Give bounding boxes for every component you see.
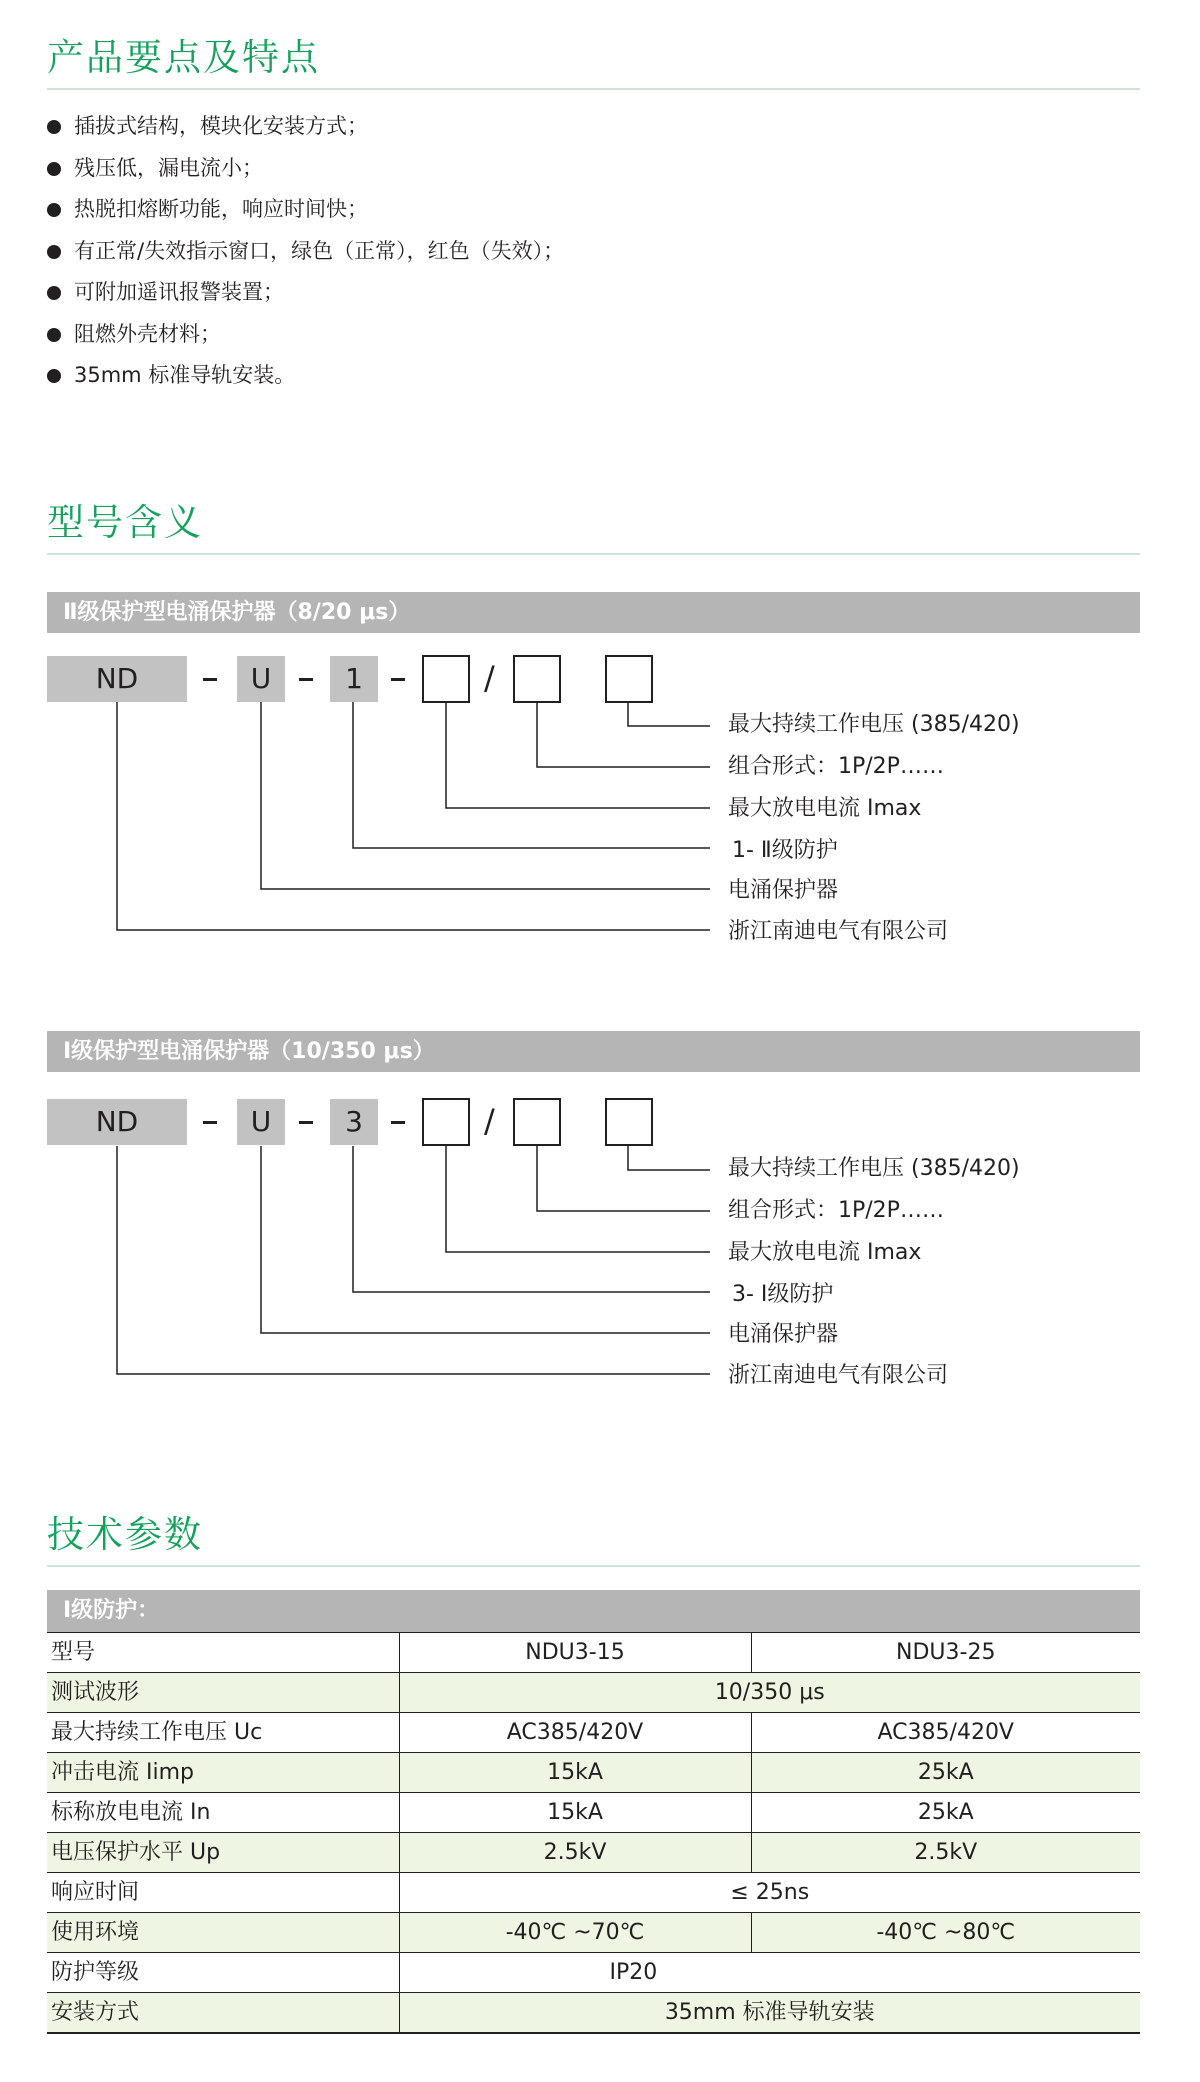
param-label: 安装方式 (47, 1993, 399, 2034)
table-row (47, 1753, 1140, 1793)
table-row (47, 1993, 1140, 2034)
feature-item (44, 189, 564, 231)
label-combination: 组合形式：1P/2P…… (728, 754, 944, 779)
code-dash (299, 1121, 313, 1124)
param-label: 冲击电流 Iimp (47, 1753, 399, 1793)
bullet-icon (47, 286, 61, 300)
label-combination: 组合形式：1P/2P…… (728, 1198, 944, 1223)
feature-text: 残压低，漏电流小； (74, 155, 263, 180)
bullet-icon (47, 369, 61, 383)
code-box-imax (422, 1098, 470, 1146)
feature-item (44, 231, 564, 273)
param-value: -40℃ ~70℃ (399, 1913, 751, 1953)
label-company: 浙江南迪电气有限公司 (728, 1363, 949, 1388)
param-value: 2.5kV (399, 1833, 751, 1873)
code-box-nd: ND (47, 656, 187, 702)
code-box-level: 1 (330, 656, 378, 702)
specs-table-header: Ⅰ级防护： (47, 1590, 1140, 1632)
bullet-icon (47, 328, 61, 342)
param-value: 25kA (751, 1793, 1140, 1833)
param-label: 标称放电电流 In (47, 1793, 399, 1833)
model-block-header: Ⅱ级保护型电涌保护器（8/20 μs） (47, 592, 1140, 633)
code-box-nd: ND (47, 1099, 187, 1145)
code-box-u: U (237, 1099, 285, 1145)
param-label: 电压保护水平 Up (47, 1833, 399, 1873)
param-value: NDU3-25 (751, 1633, 1140, 1673)
feature-item (44, 272, 564, 314)
feature-item (44, 106, 564, 148)
label-imax: 最大放电电流 Imax (728, 796, 922, 821)
feature-list (44, 106, 564, 397)
feature-item (44, 148, 564, 190)
param-value: 25kA (751, 1753, 1140, 1793)
table-row (47, 1913, 1140, 1953)
model-title: 型号含义 (47, 501, 203, 544)
code-box-poles (513, 655, 561, 703)
param-label: 测试波形 (47, 1673, 399, 1713)
code-box-imax (422, 655, 470, 703)
table-row (47, 1633, 1140, 1673)
label-max-voltage: 最大持续工作电压 (385/420) (728, 1156, 1020, 1181)
feature-text: 热脱扣熔断功能，响应时间快； (74, 197, 368, 221)
code-box-u: U (237, 656, 285, 702)
param-label: 最大持续工作电压 Uc (47, 1713, 399, 1753)
code-box-level: 3 (330, 1099, 378, 1145)
param-label: 防护等级 (47, 1953, 399, 1993)
param-value: NDU3-15 (399, 1633, 751, 1673)
table-row (47, 1833, 1140, 1873)
bullet-icon (47, 203, 61, 217)
table-row (47, 1713, 1140, 1753)
specs-title-rule (47, 1565, 1140, 1567)
code-dash (391, 678, 405, 681)
code-dash (391, 1121, 405, 1124)
bullet-icon (47, 162, 61, 176)
model-block-header: Ⅰ级保护型电涌保护器（10/350 μs） (47, 1031, 1140, 1072)
param-value: 2.5kV (751, 1833, 1140, 1873)
table-row (47, 1793, 1140, 1833)
specs-title: 技术参数 (47, 1513, 203, 1556)
label-protection-level: 1- Ⅱ级防护 (732, 838, 838, 863)
param-label: 响应时间 (47, 1873, 399, 1913)
code-box-voltage (605, 655, 653, 703)
code-box-voltage (605, 1098, 653, 1146)
code-dash (299, 678, 313, 681)
code-dash (203, 1121, 217, 1124)
param-value: 15kA (399, 1753, 751, 1793)
code-dash (203, 678, 217, 681)
feature-item (44, 355, 564, 397)
param-value: 35mm 标准导轨安装 (399, 1993, 1140, 2034)
label-imax: 最大放电电流 Imax (728, 1240, 922, 1265)
code-box-poles (513, 1098, 561, 1146)
specs-table (47, 1632, 1140, 2034)
param-value: 15kA (399, 1793, 751, 1833)
feature-text: 有正常/失效指示窗口，绿色（正常），红色（失效）； (74, 238, 565, 263)
param-value: -40℃ ~80℃ (751, 1913, 1140, 1953)
feature-text: 35mm 标准导轨安装。 (74, 363, 296, 387)
feature-item (44, 314, 564, 356)
bullet-icon (47, 245, 61, 259)
feature-text: 可附加遥讯报警装置； (74, 280, 284, 304)
table-row (47, 1873, 1140, 1913)
param-label: 型号 (47, 1633, 399, 1673)
label-max-voltage: 最大持续工作电压 (385/420) (728, 712, 1020, 737)
code-slash: / (484, 659, 495, 697)
param-value: ≤ 25ns (399, 1873, 1140, 1913)
label-surge-protector: 电涌保护器 (728, 878, 839, 903)
table-row (47, 1953, 1140, 1993)
label-surge-protector: 电涌保护器 (728, 1322, 839, 1347)
code-slash: / (484, 1102, 495, 1140)
model-title-rule (47, 553, 1140, 555)
features-title-rule (47, 88, 1140, 90)
table-row (47, 1673, 1140, 1713)
param-value: AC385/420V (751, 1713, 1140, 1753)
features-title: 产品要点及特点 (47, 36, 320, 79)
param-value: IP20 (399, 1953, 1140, 1993)
label-protection-level: 3- Ⅰ级防护 (732, 1282, 834, 1307)
param-value: AC385/420V (399, 1713, 751, 1753)
label-company: 浙江南迪电气有限公司 (728, 919, 949, 944)
param-value: 10/350 μs (399, 1673, 1140, 1713)
param-label: 使用环境 (47, 1913, 399, 1953)
feature-text: 阻燃外壳材料； (74, 321, 221, 346)
feature-text: 插拔式结构，模块化安装方式； (74, 114, 368, 138)
bullet-icon (47, 120, 61, 134)
